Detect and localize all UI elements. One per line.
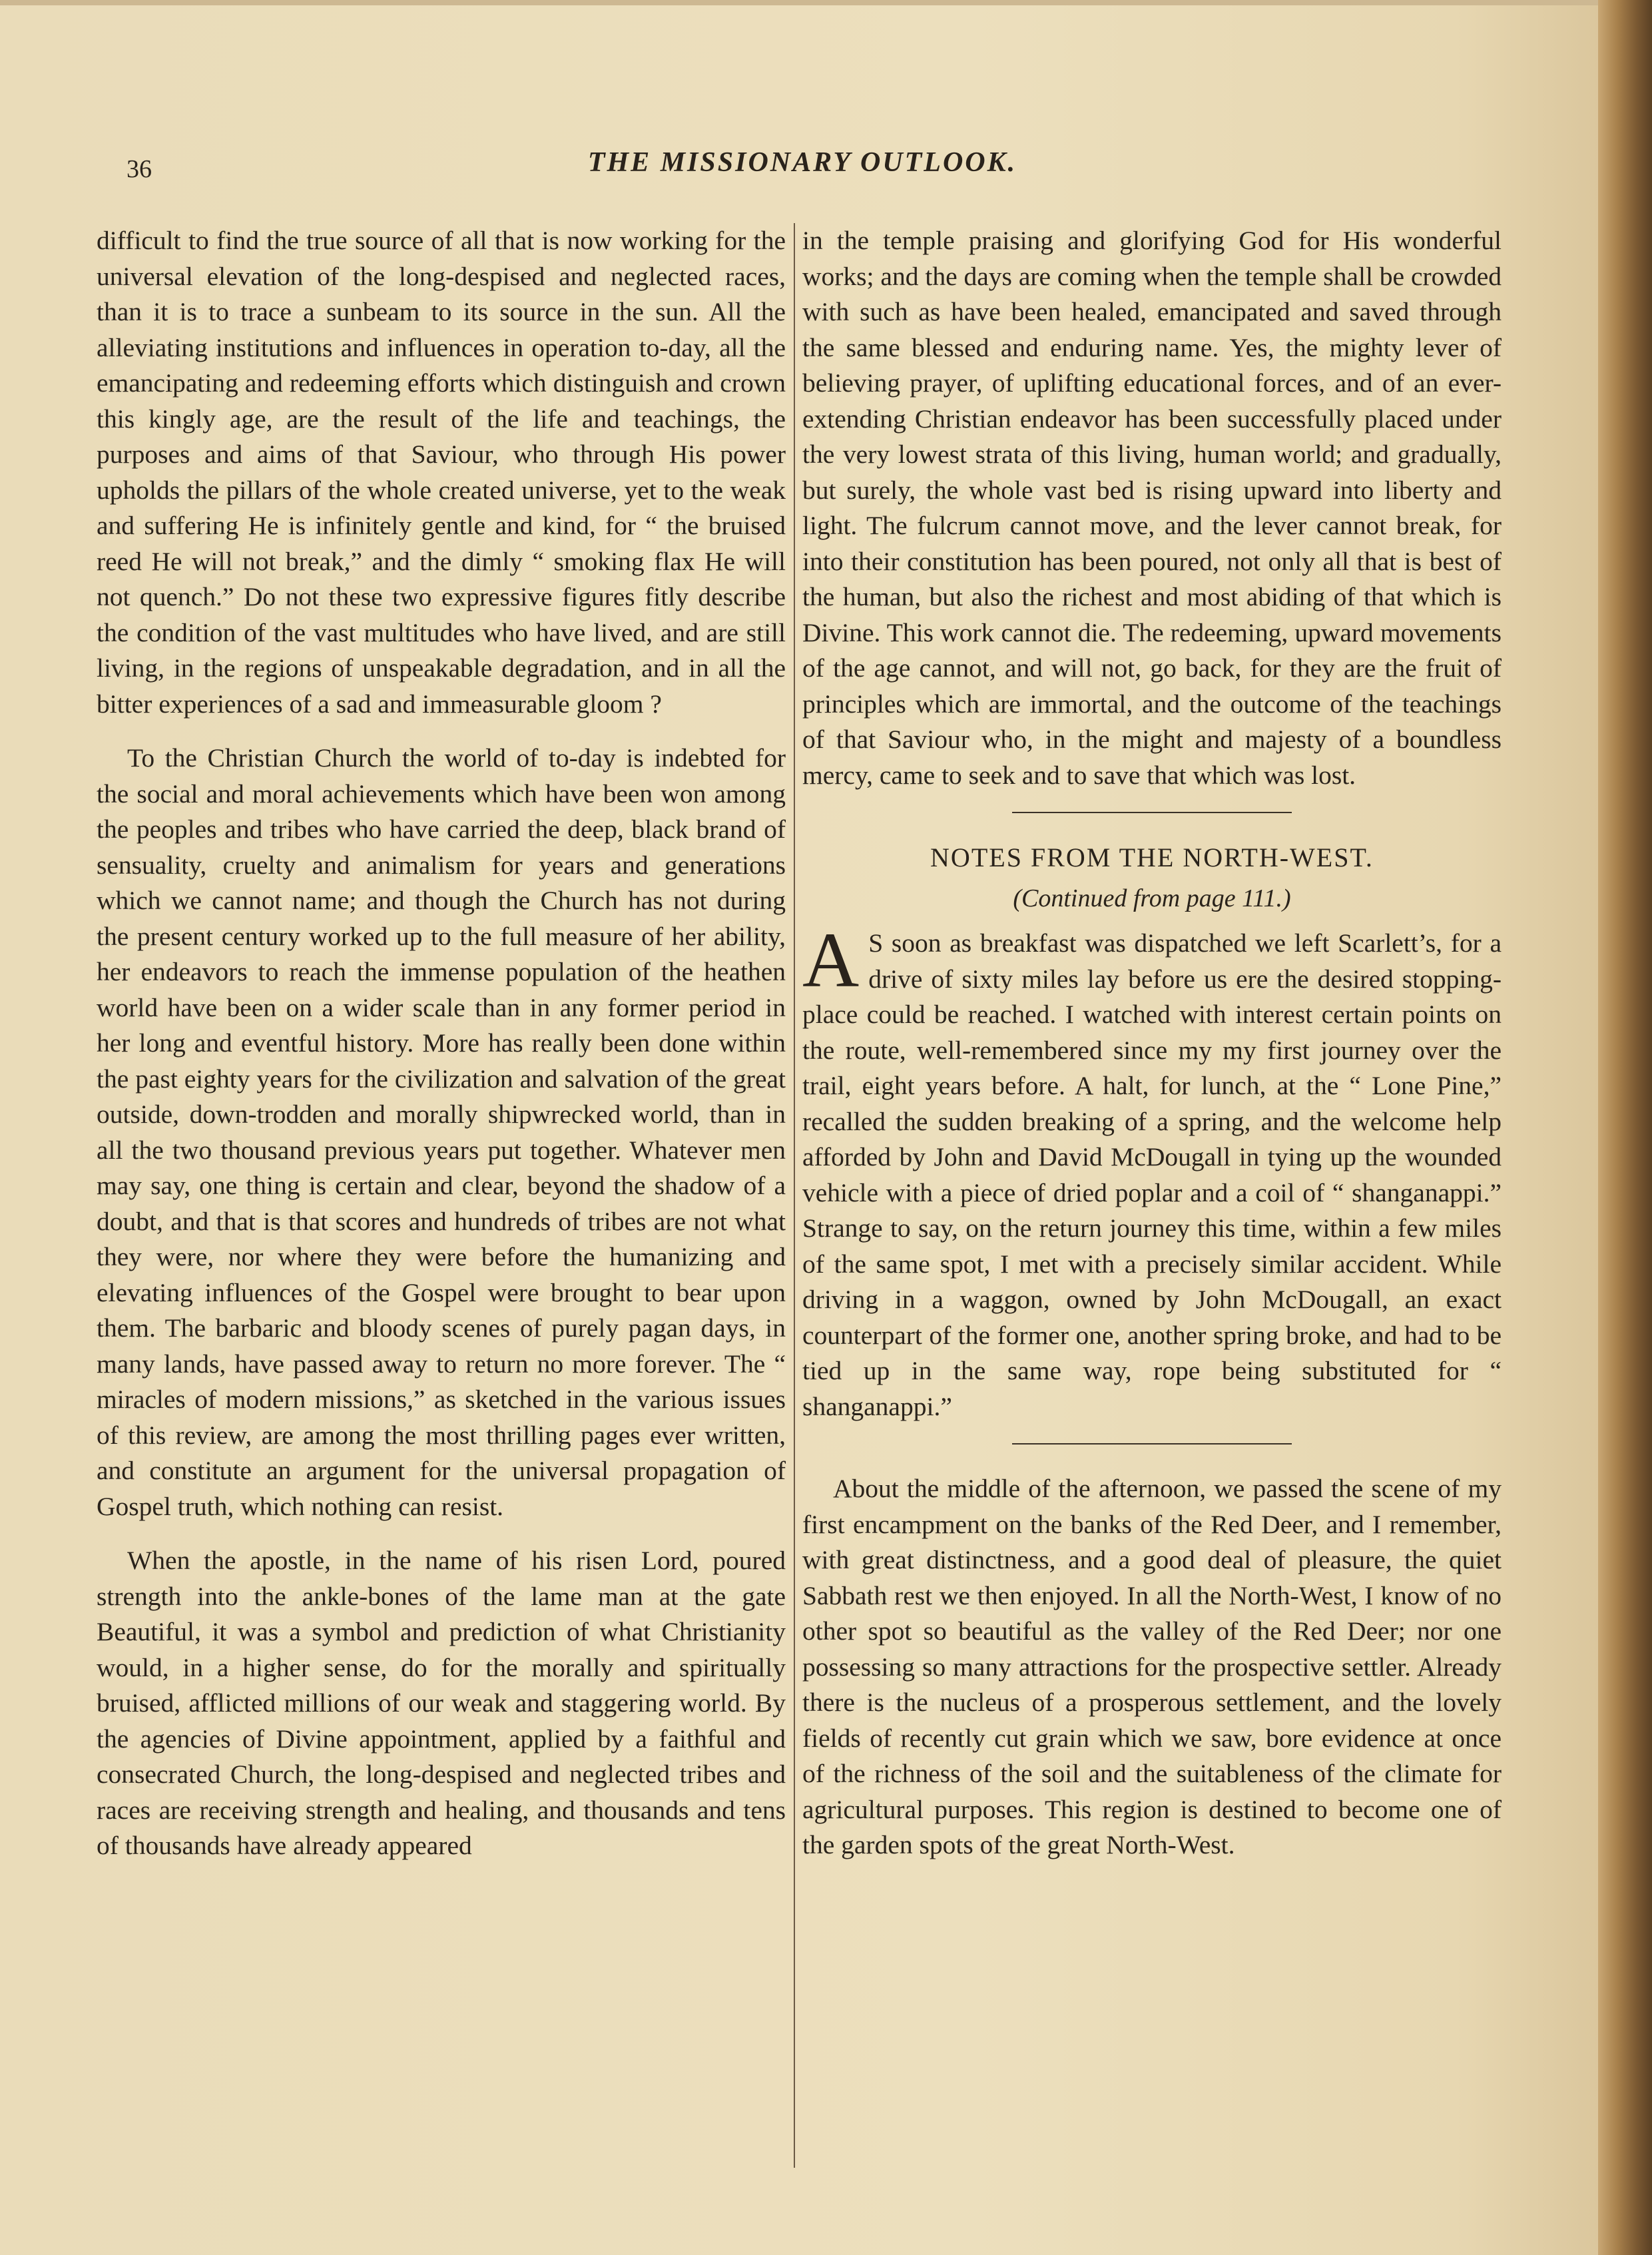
left-paragraph-3: When the apostle, in the name of his risen Lord, poured strength into the ankle-bones of the lame man at the gate Beautiful, it was a symbol and prediction of what Christianity would, in a higher sense, do for the morally and spiritually bruised, afflicted millions of our weak and staggering world. By the agencies of Divine appointment, applied by a faithful and consecrated Church, the long-despised and neglected tribes and races are receiving strength and healing, and thousands and tens of thousands have already appeared — [97, 1546, 786, 1860]
section-rule-bottom — [1012, 1443, 1292, 1445]
dropcap-letter: A — [802, 916, 860, 1004]
left-column — [97, 223, 786, 1883]
page-number: 36 — [127, 155, 152, 183]
section-title: NOTES FROM THE NORTH-WEST. — [930, 842, 1374, 872]
running-head: THE MISSIONARY OUTLOOK. — [587, 147, 1017, 178]
right-column — [802, 223, 1502, 1882]
page-header — [100, 140, 1505, 183]
continued-note: (Continued from page 111.) — [1013, 884, 1291, 912]
left-paragraph-2: To the Christian Church the world of to-day is indebted for the social and moral achievements which have been won among the peoples and tribes who have carried the deep, black brand of sensuality, cruelty and animalism for years and generations which we cannot name; and though the Church has not during the present century worked up to the full measure of her ability, her endeavors to reach the immense population of the heathen world have been on a wider scale than in any former period in her long and eventful history. More has really been done within the past eighty years for the civilization and salvation of the great outside, down-trodden and morally shipwrecked world, than in all the two thousand previous years put together. Whatever men may say, one thing is certain and clear, beyond the shadow of a doubt, and that is that scores and hundreds of tribes are not what they were, nor where they were before the humanizing and elevating influences of the Gospel were brought to bear upon them. The barbaric and bloody scenes of purely pagan days, in many lands, have passed away to return no more forever. The “ miracles of modern missions,” as sketched in the various issues of this review, are among the most thrilling pages ever written, and constitute an argument for the universal propagation of Gospel truth, which nothing can resist. — [97, 743, 786, 1521]
right-continuation-paragraph: in the temple praising and glorifying God for His wonderful works; and the days are coming when the temple shall be crowded with such as have been healed, emancipated and saved through the same blessed and enduring name. Yes, the mighty lever of believing prayer, of uplifting educational forces, and of an ever-extending Christian endeavor has been successfully placed under the very lowest strata of this living, human world; and gradually, but surely, the whole vast bed is rising upward into liberty and light. The fulcrum cannot move, and the lever cannot break, for into their constitution has been poured, not only all that is best of the human, but also the richest and most abiding of that which is Divine. This work cannot die. The redeeming, upward movements of the age cannot, and will not, go back, for they are the fruit of principles which are immortal, and the outcome of the teachings of that Saviour who, in the might and majesty of a boundless mercy, came to seek and to save that which was lost. — [802, 226, 1502, 790]
section-rule-top — [1012, 812, 1292, 813]
dropcap-paragraph-text: S soon as breakfast was dispatched we left Scarlett’s, for a drive of sixty miles lay before us ere the desired stopping-place could be reached. I watched with interest certain points on the route, well-remembered since my my first journey over the trail, eight years before. A halt, for lunch, at the “ Lone Pine,” recalled the sudden breaking of a spring, and the welcome help afforded by John and David McDougall in tying up the wounded vehicle with a piece of dried poplar and a coil of “ shanganappi.” Strange to say, on the return journey this time, within a few miles of the same spot, I met with a precisely similar accident. While driving in a waggon, owned by John McDougall, an exact counterpart of the former one, another spring broke, and had to be tied up in the same way, rope being substituted for “ shanganappi.” — [802, 928, 1502, 1421]
book-binding-edge — [1598, 0, 1652, 2255]
column-divider — [794, 223, 795, 2168]
right-final-paragraph: About the middle of the afternoon, we passed the scene of my first encampment on the banks of the Red Deer, and I remember, with great distinctness, and a good deal of pleasure, the quiet Sabbath rest we then enjoyed. In all the North-West, I know of no other spot so beautiful as the valley of the Red Deer; nor one possessing so many attractions for the prospective settler. Already there is the nucleus of a prosperous settlement, and the lovely fields of recently cut grain which we saw, bore evidence at once of the richness of the soil and the suitableness of the climate for agricultural purposes. This region is destined to become one of the garden spots of the great North-West. — [802, 1474, 1502, 1859]
dropcap-paragraph — [802, 916, 1502, 1425]
page-top-border — [0, 0, 1598, 5]
left-paragraph-1: difficult to find the true source of all that is now working for the universal elevation of the long-despised and neglected races, than it is to trace a sunbeam to its source in the sun. All the alleviating institutions and influences in operation to-day, all the emancipating and redeeming efforts which distinguish and crown this kingly age, are the result of the life and teachings, the purposes and aims of that Saviour, who through His power upholds the pillars of the whole created universe, yet to the weak and suffering He is infinitely gentle and kind, for “ the bruised reed He will not break,” and the dimly “ smoking flax He will not quench.” Do not these two expressive figures fitly describe the condition of the vast multitudes who have lived, and are still living, in the regions of unspeakable degradation, and in all the bitter experiences of a sad and immeasurable gloom ? — [97, 226, 786, 719]
